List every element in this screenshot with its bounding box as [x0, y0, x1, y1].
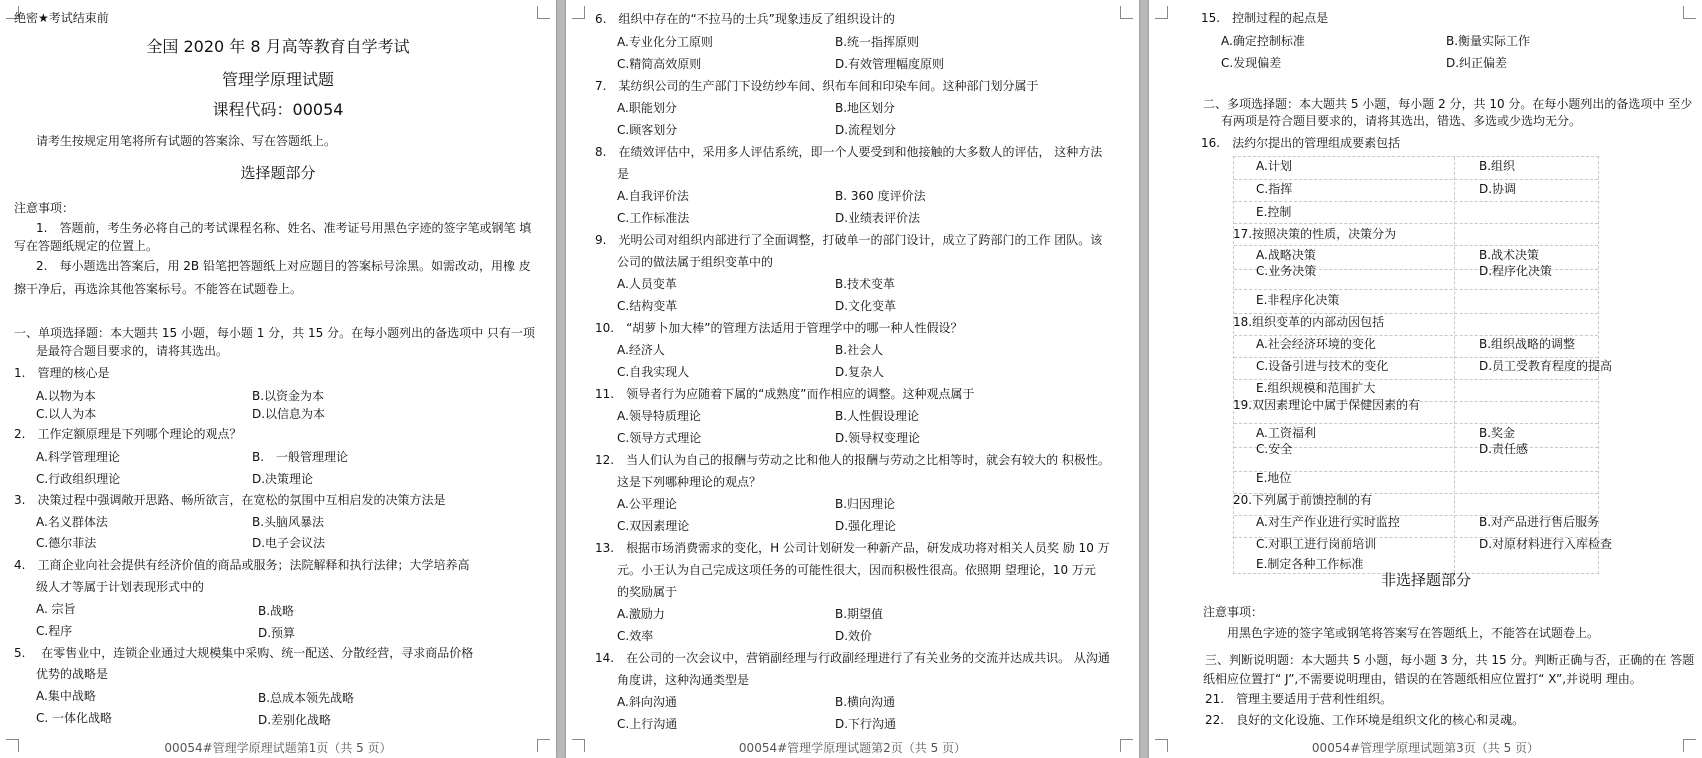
- question-stem: 级人才等属于计划表现形式中的: [36, 580, 205, 594]
- option: D.有效管理幅度原则: [835, 57, 945, 71]
- option: A.职能划分: [617, 101, 677, 115]
- option: D.以信息为本: [252, 407, 326, 421]
- option: C.效率: [617, 629, 654, 643]
- table-divider: [1454, 157, 1455, 573]
- option: C.工作标准法: [617, 211, 690, 225]
- option: D.纠正偏差: [1446, 56, 1508, 70]
- option: D.效价: [835, 629, 873, 643]
- option: D.责任感: [1479, 442, 1529, 456]
- question-stem: 1. 管理的核心是: [14, 366, 110, 380]
- page-corner-mark: [1120, 6, 1133, 19]
- option: C.安全: [1256, 442, 1293, 456]
- question-stem: 是: [617, 167, 630, 181]
- option: B.组织战略的调整: [1479, 337, 1576, 351]
- option: C.程序: [36, 624, 73, 638]
- question-stem: 18.组织变革的内部动因包括: [1233, 315, 1385, 329]
- page-footer: 00054#管理学原理试题第3页（共 5 页）: [1311, 741, 1540, 755]
- option: B.战略: [258, 604, 295, 618]
- option: A.公平理论: [617, 497, 677, 511]
- option: E.控制: [1256, 205, 1292, 219]
- option: A.工资福利: [1256, 426, 1316, 440]
- part-heading: 有两项是符合题目要求的，请将其选出，错选、多选或少选均无分。: [1221, 114, 1582, 128]
- notice-label: 注意事项：: [14, 201, 75, 215]
- part-heading: 纸相应位置打“ J”,不需要说明理由，错误的在答题纸相应位置打“ X”,并说明 理由。: [1203, 672, 1642, 686]
- option: D.业绩表评价法: [835, 211, 921, 225]
- notice-text: 1. 答题前，考生务必将自己的考试课程名称、姓名、准考证号用黑色字迹的签字笔或钢笔 填: [36, 221, 532, 235]
- option: C.顾客划分: [617, 123, 678, 137]
- question-stem: 5. 在零售业中，连锁企业通过大规模集中采购、统一配送、分散经营，寻求商品价格: [14, 646, 474, 660]
- notice-text: 擦干净后，再选涂其他答案标号。不能答在试题卷上。: [14, 282, 303, 296]
- option: B. 360 度评价法: [835, 189, 926, 203]
- page-3: [1149, 0, 1702, 758]
- question-stem: 22. 良好的文化设施、工作环境是组织文化的核心和灵魂。: [1205, 713, 1525, 727]
- option: A.集中战略: [36, 689, 96, 703]
- part-heading: 是最符合题目要求的，请将其选出。: [36, 344, 229, 358]
- page-1: [0, 0, 556, 758]
- option: A. 宗旨: [36, 602, 76, 616]
- question-stem: 21. 管理主要适用于营利性组织。: [1205, 692, 1393, 706]
- question-stem: 11. 领导者行为应随着下属的“成熟度”而作相应的调整。这种观点属于: [595, 387, 975, 401]
- question-stem: 14. 在公司的一次会议中，营销副经理与行政副经理进行了有关业务的交流并达成共识。 从沟通: [595, 651, 1110, 665]
- page-corner-mark: [1683, 6, 1696, 19]
- option: B.期望值: [835, 607, 884, 621]
- question-stem: 7. 某纺织公司的生产部门下设纺纱车间、织布车间和印染车间。这种部门划分属于: [595, 79, 1039, 93]
- option: A.激励力: [617, 607, 665, 621]
- question-stem: 这是下列哪种理论的观点？: [617, 475, 762, 489]
- table-divider: [1234, 179, 1598, 180]
- page-corner-mark: [537, 6, 550, 19]
- option: D.下行沟通: [835, 717, 897, 731]
- page-2: [566, 0, 1139, 758]
- option: C.双因素理论: [617, 519, 690, 533]
- table-divider: [1234, 245, 1598, 246]
- question-stem: 2. 工作定额原理是下列哪个理论的观点？: [14, 427, 242, 441]
- question-stem: 角度讲，这种沟通类型是: [617, 673, 750, 687]
- option: C.设备引进与技术的变化: [1256, 359, 1389, 373]
- question-stem: 16. 法约尔提出的管理组成要素包括: [1201, 136, 1401, 150]
- notice-text: 2. 每小题选出答案后，用 2B 铅笔把答题纸上对应题目的答案标号涂黑。如需改动，用橡 皮: [36, 259, 531, 273]
- page-corner-mark: [1155, 6, 1168, 19]
- option: D.员工受教育程度的提高: [1479, 359, 1613, 373]
- option: D.复杂人: [835, 365, 885, 379]
- question-stem: 12. 当人们认为自己的报酬与劳动之比和他人的报酬与劳动之比相等时，就会有较大的 积极性。: [595, 453, 1110, 467]
- course-code: 课程代码：00054: [212, 100, 344, 119]
- section-title: 非选择题部分: [1381, 571, 1472, 589]
- question-stem: 公司的做法属于组织变革中的: [617, 255, 774, 269]
- table-divider: [1234, 201, 1598, 202]
- option: A.科学管理理论: [36, 450, 120, 464]
- question-stem: 4. 工商企业向社会提供有经济价值的商品或服务；法院解释和执行法律；大学培养高: [14, 558, 470, 572]
- option: C.业务决策: [1256, 264, 1317, 278]
- option: C.行政组织理论: [36, 472, 121, 486]
- option: D.对原材料进行入库检查: [1479, 537, 1613, 551]
- question-stem: 3. 决策过程中强调敞开思路、畅所欲言，在宽松的氛围中互相启发的决策方法是: [14, 493, 446, 507]
- option: A.人员变革: [617, 277, 677, 291]
- option: E.制定各种工作标准: [1256, 557, 1364, 571]
- option: C.德尔菲法: [36, 536, 97, 550]
- instruction-text: 请考生按规定用笔将所有试题的答案涂、写在答题纸上。: [36, 134, 337, 148]
- question-stem: 10. “胡萝卜加大棒”的管理方法适用于管理学中的哪一种人性假设？: [595, 321, 963, 335]
- notice-text: 写在答题纸规定的位置上。: [14, 239, 159, 253]
- option: D.流程划分: [835, 123, 897, 137]
- option: A.领导特质理论: [617, 409, 701, 423]
- option: B.以资金为本: [252, 389, 325, 403]
- option: B.归因理论: [835, 497, 896, 511]
- option: E.组织规模和范围扩大: [1256, 381, 1376, 395]
- option: B.奖金: [1479, 426, 1516, 440]
- option: A.计划: [1256, 159, 1292, 173]
- notice-label: 注意事项：: [1203, 605, 1264, 619]
- option: A.对生产作业进行实时监控: [1256, 515, 1400, 529]
- part-heading: 三、判断说明题：本大题共 5 小题，每小题 3 分，共 15 分。判断正确与否，正确的在 答题: [1205, 653, 1695, 667]
- option: B.衡量实际工作: [1446, 34, 1531, 48]
- question-stem: 8. 在绩效评估中，采用多人评估系统，即一个人要受到和他接触的大多数人的评估， 这种方法: [595, 145, 1103, 159]
- option: D.决策理论: [252, 472, 314, 486]
- option: C.以人为本: [36, 407, 97, 421]
- option: A.专业化分工原则: [617, 35, 713, 49]
- exam-subtitle: 管理学原理试题: [221, 70, 334, 89]
- table-divider: [1234, 289, 1598, 290]
- exam-title: 全国 2020 年 8 月高等教育自学考试: [146, 37, 410, 56]
- question-stem: 的奖励属于: [617, 585, 678, 599]
- option: D.文化变革: [835, 299, 897, 313]
- option: C.发现偏差: [1221, 56, 1282, 70]
- option: B.组织: [1479, 159, 1516, 173]
- option: B. 一般管理理论: [252, 450, 349, 464]
- question-stem: 6. 组织中存在的“不拉马的士兵”现象违反了组织设计的: [595, 12, 895, 26]
- option: B.人性假设理论: [835, 409, 920, 423]
- option: A.确定控制标准: [1221, 34, 1305, 48]
- page-footer: 00054#管理学原理试题第2页（共 5 页）: [738, 741, 967, 755]
- table-divider: [1234, 423, 1598, 424]
- option: B.总成本领先战略: [258, 691, 355, 705]
- table-divider: [1234, 223, 1598, 224]
- option: B.横向沟通: [835, 695, 896, 709]
- question-stem: 优势的战略是: [36, 667, 109, 681]
- option: A.社会经济环境的变化: [1256, 337, 1376, 351]
- option: C.领导方式理论: [617, 431, 702, 445]
- option: C.指挥: [1256, 182, 1293, 196]
- option: C. 一体化战略: [36, 711, 113, 725]
- option: D.协调: [1479, 182, 1517, 196]
- option: C.精简高效原则: [617, 57, 702, 71]
- option: C.上行沟通: [617, 717, 678, 731]
- question-stem: 17.按照决策的性质，决策分为: [1233, 227, 1397, 241]
- option: D.预算: [258, 626, 296, 640]
- option: B.统一指挥原则: [835, 35, 920, 49]
- option: B.社会人: [835, 343, 884, 357]
- option: C.自我实现人: [617, 365, 690, 379]
- option: A.自我评价法: [617, 189, 689, 203]
- question-stem: 9. 光明公司对组织内部进行了全面调整，打破单一的部门设计，成立了跨部门的工作 团队。该: [595, 233, 1103, 247]
- option: B.战术决策: [1479, 248, 1540, 262]
- option: D.强化理论: [835, 519, 897, 533]
- option: A.名义群体法: [36, 515, 108, 529]
- question-stem: 元。小王认为自己完成这项任务的可能性很大，因而积极性很高。依照期 望理论，10 万元: [617, 563, 1096, 577]
- page-footer: 00054#管理学原理试题第1页（共 5 页）: [164, 741, 392, 755]
- option: D.电子会议法: [252, 536, 326, 550]
- option: E.地位: [1256, 471, 1292, 485]
- option: A.以物为本: [36, 389, 96, 403]
- option: A.经济人: [617, 343, 665, 357]
- option: B.地区划分: [835, 101, 896, 115]
- question-stem: 19.双因素理论中属于保健因素的有: [1233, 398, 1421, 412]
- option: D.程序化决策: [1479, 264, 1553, 278]
- section-title: 选择题部分: [240, 164, 316, 182]
- question-stem: 13. 根据市场消费需求的变化，H 公司计划研发一种新产品，研发成功将对相关人员奖 励 10 万: [595, 541, 1110, 555]
- option: A.斜向沟通: [617, 695, 677, 709]
- secret-mark: 绝密★考试结束前: [14, 11, 109, 25]
- question-stem: 15. 控制过程的起点是: [1201, 11, 1329, 25]
- question-stem: 20.下列属于前馈控制的有: [1233, 493, 1373, 507]
- notice-text: 用黑色字迹的签字笔或钢笔将答案写在答题纸上，不能答在试题卷上。: [1227, 626, 1600, 640]
- option: E.非程序化决策: [1256, 293, 1340, 307]
- option: B.对产品进行售后服务: [1479, 515, 1600, 529]
- page-corner-mark: [572, 6, 585, 19]
- option: A.战略决策: [1256, 248, 1316, 262]
- option: B.头脑风暴法: [252, 515, 325, 529]
- option: C.对职工进行岗前培训: [1256, 537, 1377, 551]
- option: D.领导权变理论: [835, 431, 921, 445]
- part-heading: 二、多项选择题：本大题共 5 小题，每小题 2 分，共 10 分。在每小题列出的备选项中 至少: [1203, 97, 1693, 111]
- part-heading: 一、单项选择题：本大题共 15 小题，每小题 1 分，共 15 分。在每小题列出的备选项中 只有一项: [14, 326, 535, 340]
- option: D.差别化战略: [258, 713, 332, 727]
- option: C.结构变革: [617, 299, 678, 313]
- option: B.技术变革: [835, 277, 896, 291]
